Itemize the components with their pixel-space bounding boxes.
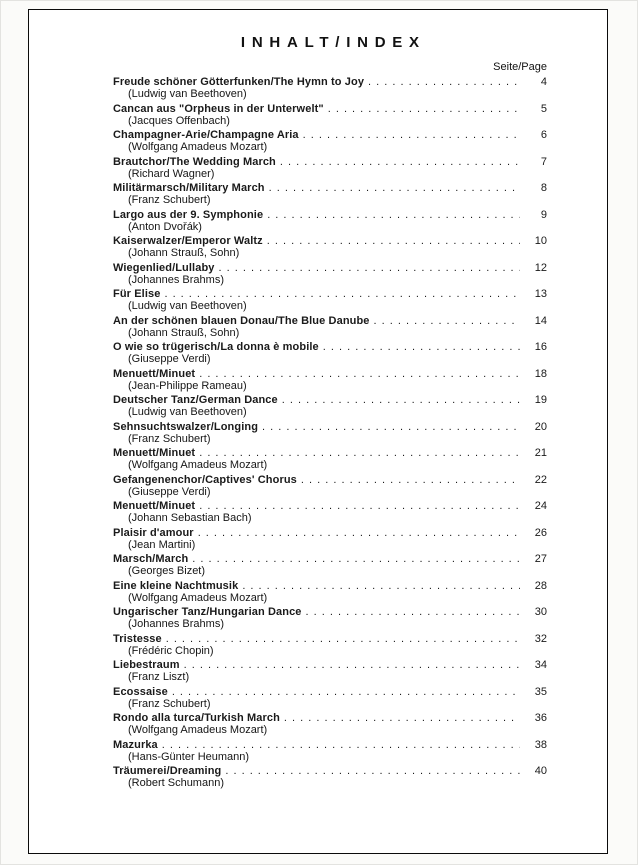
dot-leader <box>184 659 520 671</box>
dot-leader <box>164 288 520 300</box>
entry-title: Brautchor/The Wedding March <box>113 155 276 168</box>
entry-page-number: 40 <box>534 765 547 777</box>
entry-line <box>113 659 547 671</box>
entry-page-number: 24 <box>534 500 547 512</box>
dot-leader <box>303 129 520 141</box>
entry-page-number: 8 <box>540 182 547 194</box>
entry-page-number: 20 <box>534 420 547 433</box>
toc-entry <box>113 315 547 339</box>
dot-leader <box>242 580 520 592</box>
entry-composer: (Johann Strauß, Sohn) <box>128 326 240 339</box>
entry-title: Gefangenenchor/Captives' Chorus <box>113 473 297 486</box>
entry-page-number: 18 <box>534 367 547 380</box>
entry-title: Militärmarsch/Military March <box>113 182 265 194</box>
toc-entry <box>113 421 547 445</box>
entry-title: Menuett/Minuet <box>113 500 196 512</box>
entry-title: Sehnsuchtswalzer/Longing <box>113 420 259 433</box>
entry-title: An der schönen blauen Donau/The Blue Danube <box>113 314 370 327</box>
entry-line <box>113 606 547 618</box>
dot-leader <box>368 76 520 88</box>
entry-title: Marsch/March <box>113 553 189 565</box>
toc-entry <box>113 368 547 392</box>
entry-composer: (Anton Dvořák) <box>128 220 202 233</box>
toc-title: INHALT/INDEX <box>240 34 426 51</box>
dot-leader <box>192 553 520 565</box>
dot-leader <box>374 315 520 327</box>
toc-entry <box>113 288 547 312</box>
entry-title: Ecossaise <box>113 685 168 698</box>
toc-entry <box>113 606 547 630</box>
dot-leader <box>198 527 520 539</box>
entry-page-number: 12 <box>534 261 547 274</box>
toc-entry <box>113 633 547 657</box>
dot-leader <box>199 447 520 459</box>
entry-line <box>113 235 547 247</box>
entry-page-number: 21 <box>534 447 547 459</box>
entry-title: Menuett/Minuet <box>113 367 196 380</box>
entry-page-number: 6 <box>540 129 547 141</box>
entry-line <box>113 553 547 565</box>
entry-composer: (Hans-Günter Heumann) <box>128 750 250 763</box>
entry-title: Freude schöner Götterfunken/The Hymn to Joy <box>113 76 365 88</box>
toc-entry <box>113 103 547 127</box>
entry-composer: (Ludwig van Beethoven) <box>128 406 247 418</box>
entry-line <box>113 288 547 300</box>
toc-entry <box>113 262 547 286</box>
entry-title: Für Elise <box>113 288 161 300</box>
toc-entry <box>113 341 547 365</box>
entry-page-number: 22 <box>534 473 547 486</box>
entry-composer: (Johannes Brahms) <box>128 273 224 286</box>
entry-composer: (Franz Schubert) <box>128 697 211 710</box>
entry-composer: (Robert Schumann) <box>128 777 224 789</box>
toc-entry <box>113 739 547 763</box>
entry-composer: (Richard Wagner) <box>128 167 215 180</box>
entry-title: Mazurka <box>113 738 158 751</box>
entry-title: Champagner-Arie/Champagne Aria <box>113 129 299 141</box>
entry-composer: (Ludwig van Beethoven) <box>128 300 247 312</box>
entry-composer: (Wolfgang Amadeus Mozart) <box>128 459 268 471</box>
entry-composer: (Franz Schubert) <box>128 194 211 206</box>
dot-leader <box>162 739 520 751</box>
toc-entry <box>113 235 547 259</box>
entry-page-number: 30 <box>534 606 547 618</box>
toc-entry <box>113 500 547 524</box>
entry-composer: (Wolfgang Amadeus Mozart) <box>128 724 268 736</box>
dot-leader <box>262 421 520 433</box>
entry-line <box>113 712 547 724</box>
entry-line <box>113 394 547 406</box>
entry-composer: (Franz Schubert) <box>128 432 211 445</box>
entry-page-number: 34 <box>534 659 547 671</box>
toc-entry <box>113 765 547 789</box>
toc-entry <box>113 156 547 180</box>
entry-line <box>113 156 547 168</box>
entry-page-number: 32 <box>534 632 547 645</box>
entry-composer: (Franz Liszt) <box>128 671 190 683</box>
entry-composer: (Jean-Philippe Rameau) <box>128 379 247 392</box>
entry-composer: (Jacques Offenbach) <box>128 114 230 127</box>
dot-leader <box>267 209 520 221</box>
entry-page-number: 35 <box>534 685 547 698</box>
entry-title: Menuett/Minuet <box>113 447 196 459</box>
toc-entry <box>113 712 547 736</box>
entry-composer: (Wolfgang Amadeus Mozart) <box>128 591 268 604</box>
toc-entry <box>113 474 547 498</box>
entry-line <box>113 341 547 353</box>
entry-title: Träumerei/Dreaming <box>113 765 222 777</box>
entry-page-number: 36 <box>534 712 547 724</box>
entry-composer: (Giuseppe Verdi) <box>128 353 211 365</box>
entry-page-number: 13 <box>534 288 547 300</box>
toc-list <box>113 76 547 789</box>
entry-title: Largo aus der 9. Symphonie <box>113 208 264 221</box>
entry-title: Tristesse <box>113 632 162 645</box>
dot-leader <box>284 712 520 724</box>
toc-entry <box>113 553 547 577</box>
toc-entry <box>113 659 547 683</box>
entry-line <box>113 686 547 698</box>
toc-entry <box>113 394 547 418</box>
entry-page-number: 4 <box>540 76 547 88</box>
toc-content <box>29 10 607 789</box>
entry-line <box>113 527 547 539</box>
entry-page-number: 19 <box>534 394 547 406</box>
entry-page-number: 26 <box>534 526 547 539</box>
entry-line <box>113 739 547 751</box>
toc-entry <box>113 580 547 604</box>
entry-composer: (Johannes Brahms) <box>128 618 224 630</box>
entry-composer: (Giuseppe Verdi) <box>128 485 211 498</box>
toc-entry <box>113 182 547 206</box>
entry-composer: (Johann Sebastian Bach) <box>128 512 252 524</box>
entry-line <box>113 315 547 327</box>
column-header-seite-page: Seite/Page <box>493 61 547 73</box>
entry-line <box>113 76 547 88</box>
entry-line <box>113 421 547 433</box>
entry-title: Plaisir d'amour <box>113 526 194 539</box>
dot-leader <box>306 606 520 618</box>
entry-title: O wie so trügerisch/La donna è mobile <box>113 341 319 353</box>
page-frame <box>28 9 608 854</box>
entry-title: Eine kleine Nachtmusik <box>113 579 239 592</box>
dot-leader <box>323 341 520 353</box>
entry-composer: (Frédéric Chopin) <box>128 644 214 657</box>
dot-leader <box>301 474 520 486</box>
entry-page-number: 27 <box>534 553 547 565</box>
dot-leader <box>199 500 520 512</box>
entry-page-number: 9 <box>540 208 547 221</box>
entry-line <box>113 580 547 592</box>
entry-line <box>113 262 547 274</box>
entry-title: Deutscher Tanz/German Dance <box>113 394 278 406</box>
entry-composer: (Ludwig van Beethoven) <box>128 88 247 100</box>
dot-leader <box>199 368 520 380</box>
dot-leader <box>280 156 520 168</box>
toc-entry <box>113 527 547 551</box>
dot-leader <box>172 686 520 698</box>
entry-page-number: 5 <box>540 102 547 115</box>
entry-page-number: 14 <box>534 314 547 327</box>
entry-page-number: 28 <box>534 579 547 592</box>
entry-title: Ungarischer Tanz/Hungarian Dance <box>113 606 302 618</box>
entry-line <box>113 633 547 645</box>
dot-leader <box>282 394 520 406</box>
toc-entry <box>113 686 547 710</box>
entry-page-number: 16 <box>534 341 547 353</box>
toc-entry <box>113 76 547 100</box>
entry-title: Kaiserwalzer/Emperor Waltz <box>113 235 263 247</box>
dot-leader <box>166 633 520 645</box>
entry-line <box>113 765 547 777</box>
dot-leader <box>225 765 520 777</box>
dot-leader <box>267 235 520 247</box>
entry-title: Liebestraum <box>113 659 180 671</box>
entry-line <box>113 447 547 459</box>
entry-line <box>113 474 547 486</box>
entry-title: Rondo alla turca/Turkish March <box>113 712 280 724</box>
entry-line <box>113 368 547 380</box>
dot-leader <box>219 262 520 274</box>
entry-line <box>113 182 547 194</box>
entry-title: Wiegenlied/Lullaby <box>113 261 215 274</box>
toc-entry <box>113 209 547 233</box>
dot-leader <box>269 182 520 194</box>
toc-entry <box>113 447 547 471</box>
entry-line <box>113 129 547 141</box>
toc-entry <box>113 129 547 153</box>
entry-title: Cancan aus "Orpheus in der Unterwelt" <box>113 102 324 115</box>
entry-composer: (Johann Strauß, Sohn) <box>128 247 240 259</box>
entry-composer: (Jean Martini) <box>128 538 196 551</box>
entry-page-number: 38 <box>534 738 547 751</box>
entry-line <box>113 500 547 512</box>
entry-page-number: 10 <box>534 235 547 247</box>
entry-composer: (Georges Bizet) <box>128 565 206 577</box>
entry-line <box>113 209 547 221</box>
entry-composer: (Wolfgang Amadeus Mozart) <box>128 141 268 153</box>
entry-line <box>113 103 547 115</box>
dot-leader <box>328 103 520 115</box>
entry-page-number: 7 <box>540 155 547 168</box>
